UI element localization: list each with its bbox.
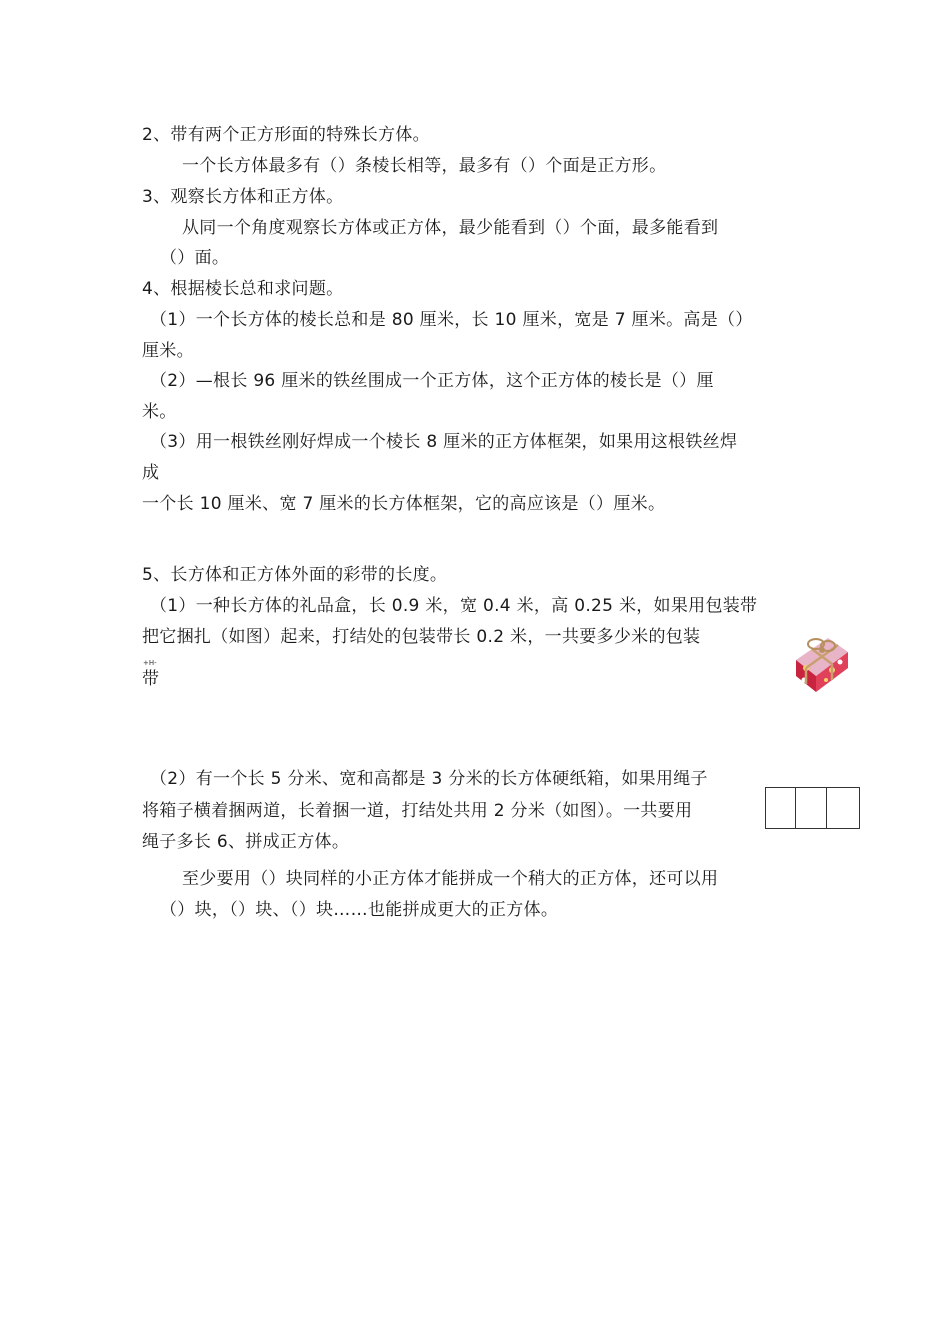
section-3-heading: 3、观察长方体和正方体。 bbox=[142, 187, 344, 207]
section-4-p3-line3: 一个长 10 厘米、宽 7 厘米的长方体框架，它的高应该是（）厘米。 bbox=[142, 494, 666, 514]
section-3-question-line2: （）面。 bbox=[160, 248, 230, 268]
section-4-p3-line1: （3）用一根铁丝刚好焊成一个棱长 8 厘米的正方体框架，如果用这根铁丝焊 bbox=[150, 432, 738, 452]
section-4-p2-line2: 米。 bbox=[142, 402, 177, 422]
section-4-p1-line1: （1）一个长方体的棱长总和是 80 厘米，长 10 厘米，宽是 7 厘米。高是（） bbox=[150, 310, 753, 330]
rope-box-diagram bbox=[765, 787, 860, 829]
section-6-question-line1: 至少要用（）块同样的小正方体才能拼成一个稍大的正方体，还可以用 bbox=[182, 869, 719, 889]
section-4-p2-line1: （2）—根长 96 厘米的铁丝围成一个正方体，这个正方体的棱长是（）厘 bbox=[150, 371, 714, 391]
section-5-p2-line3: 绳子多长 6、拼成正方体。 bbox=[142, 832, 350, 852]
section-5-p1-line2: 把它捆扎（如图）起来，打结处的包装带长 0.2 米，一共要多少米的包装 bbox=[142, 627, 701, 647]
section-4-heading: 4、根据棱长总和求问题。 bbox=[142, 279, 344, 299]
section-4-p3-line2: 成 bbox=[142, 463, 160, 483]
section-2-question: 一个长方体最多有（）条棱长相等，最多有（）个面是正方形。 bbox=[182, 156, 667, 176]
section-5-heading: 5、长方体和正方体外面的彩带的长度。 bbox=[142, 565, 448, 585]
section-5-p2-line2: 将箱子横着捆两道，长着捆一道，打结处共用 2 分米（如图）。一共要用 bbox=[142, 801, 693, 821]
section-5-p1-line1: （1）一种长方体的礼品盒，长 0.9 米，宽 0.4 米，高 0.25 米，如果用包装带 bbox=[150, 596, 758, 616]
section-5-p1-line3: 带 bbox=[142, 669, 160, 689]
section-4-p1-line2: 厘米。 bbox=[142, 341, 194, 361]
gift-box-icon bbox=[792, 630, 852, 696]
section-5-p1-mark: +H- bbox=[143, 659, 157, 667]
section-3-question-line1: 从同一个角度观察长方体或正方体，最少能看到（）个面，最多能看到 bbox=[182, 218, 719, 238]
section-2-heading: 2、带有两个正方形面的特殊长方体。 bbox=[142, 125, 430, 145]
section-6-question-line2: （）块，（）块、（）块……也能拼成更大的正方体。 bbox=[160, 900, 559, 920]
section-5-p2-line1: （2）有一个长 5 分米、宽和高都是 3 分米的长方体硬纸箱，如果用绳子 bbox=[150, 769, 708, 789]
